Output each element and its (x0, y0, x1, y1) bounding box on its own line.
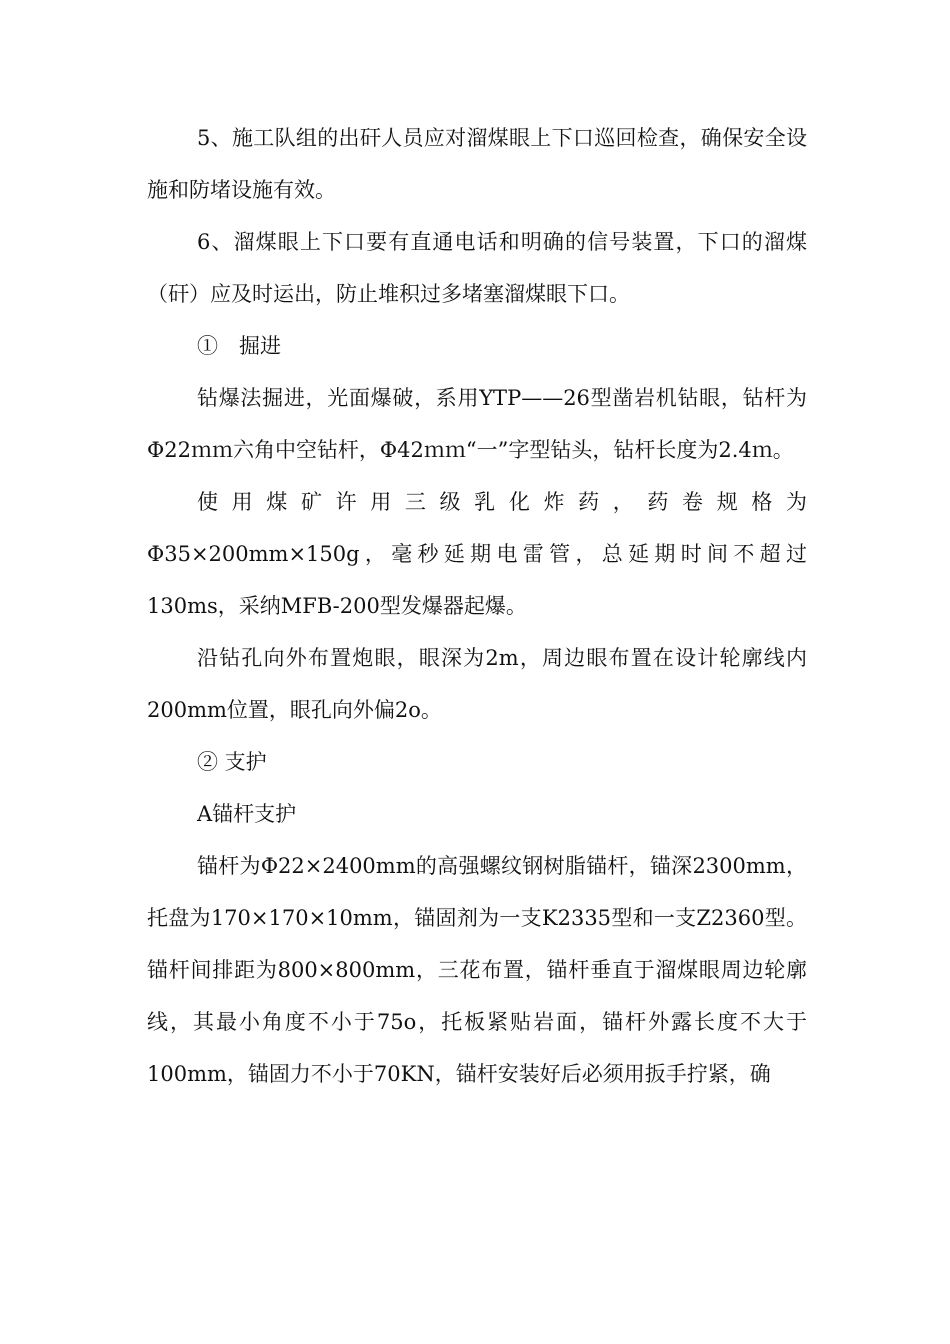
document-body (147, 112, 807, 1100)
section-heading-excavation: ① 掘进 (197, 334, 281, 358)
paragraph-blasthole-layout: 沿钻孔向外布置炮眼，眼深为2m，周边眼布置在设计轮廓线内200mm位置，眼孔向外偏2o。 (147, 646, 807, 722)
subsection-heading-anchor-support: A锚杆支护 (197, 802, 297, 826)
paragraph-drilling-method: 钻爆法掘进，光面爆破，系用YTP——26型凿岩机钻眼，钻杆为Φ22ｍｍ六角中空钻杆，Φ42ｍｍ“一”字型钻头，钻杆长度为2.4ｍ。 (147, 386, 807, 462)
section-heading-support: ② 支护 (197, 750, 267, 774)
paragraph-item-6: 6、溜煤眼上下口要有直通电话和明确的信号装置，下口的溜煤（矸）应及时运出，防止堆积过多堵塞溜煤眼下口。 (147, 230, 807, 306)
paragraph-explosives: 使用煤矿许用三级乳化炸药，药卷规格为Φ35×200mm×150g，毫秒延期电雷管，总延期时间不超过130ms，采纳MFB-200型发爆器起爆。 (147, 490, 807, 618)
paragraph-anchor-spec: 锚杆为Φ22×2400mm的高强螺纹钢树脂锚杆，锚深2300mm，托盘为170×170×10mm，锚固剂为一支K2335型和一支Z2360型。锚杆间排距为800×800mm，三花布置，锚杆垂直于溜煤眼周边轮廓线，其最小角度不小于75o，托板紧贴岩面，锚杆外露长度不大于100mm，锚固力不小于70KN，锚杆安装好后必须用扳手拧紧，确 (147, 854, 807, 1086)
paragraph-item-5: 5、施工队组的出矸人员应对溜煤眼上下口巡回检查，确保安全设施和防堵设施有效。 (147, 126, 807, 202)
